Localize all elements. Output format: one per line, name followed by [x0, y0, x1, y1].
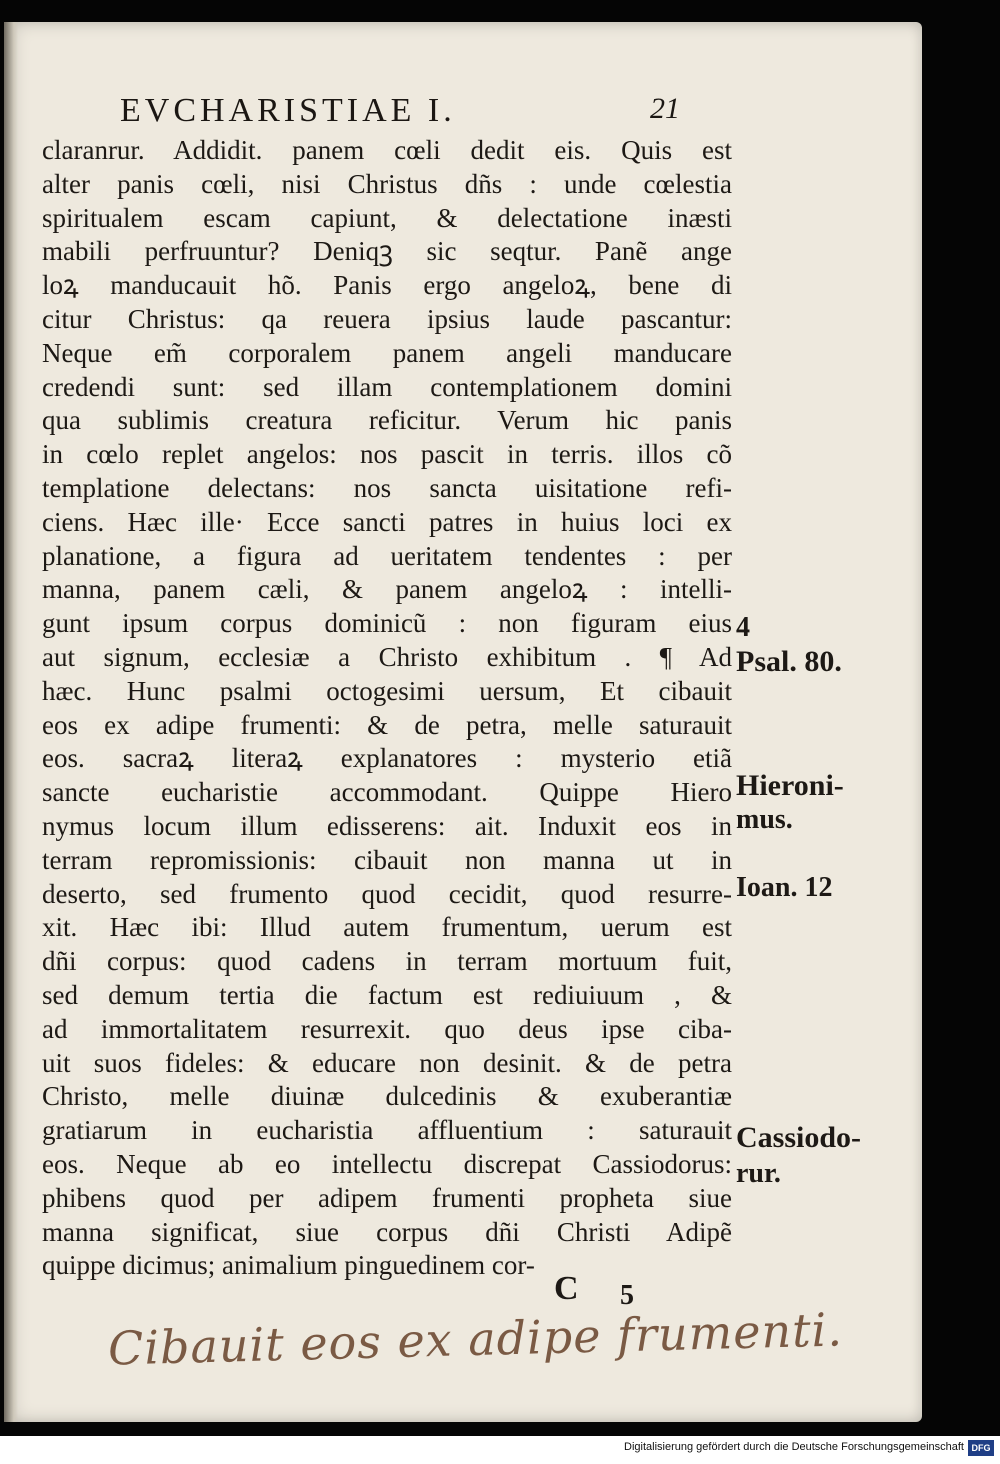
- text-line: eos. sacraꝝ literaꝝ explanatores : mysterio etiã: [42, 743, 732, 774]
- signature-mark: C: [554, 1270, 579, 1307]
- text-line: credendi sunt: sed illam contemplationem domini: [42, 371, 732, 402]
- margin-note-cassiodorus: Cassiodo-: [736, 1121, 862, 1154]
- text-line: citur Christus: qa reuera ipsius laude pascantur:: [42, 303, 732, 334]
- text-line: templatione delectans: nos sancta uisitatione refi-: [42, 472, 732, 503]
- text-line: dñi corpus: quod cadens in terram mortuum fuit,: [42, 946, 732, 977]
- body-text: [42, 134, 732, 1283]
- text-line: gratiarum in eucharistia affluentium : saturauit: [42, 1115, 732, 1146]
- text-line: mabili perfruuntur? Deniqꝫ sic seqtur. Panẽ ange: [42, 236, 732, 267]
- text-line: quippe dicimus; animalium pinguedinem cor-: [42, 1250, 535, 1281]
- text-line: sed demum tertia die factum est rediuiuum , &: [42, 979, 732, 1010]
- text-line: Christo, melle diuinæ dulcedinis & exuberantiæ: [42, 1081, 732, 1112]
- text-line: in cœlo replet angelos: nos pascit in terris. illos cõ: [42, 439, 732, 470]
- text-line: ad immortalitatem resurrexit. quo deus ipse ciba-: [42, 1013, 732, 1044]
- text-line: loꝝ manducauit hõ. Panis ergo angeloꝝ, bene di: [42, 270, 732, 301]
- margin-note-hieronimus: Hieroni-: [736, 769, 844, 802]
- folio-number: 21: [650, 92, 680, 125]
- text-line: manna, panem cæli, & panem angeloꝝ : intelli-: [42, 574, 732, 605]
- text-line: hæc. Hunc psalmi octogesimi uersum, Et cibauit: [42, 675, 732, 706]
- dfg-logo-icon: DFG: [968, 1440, 994, 1456]
- text-line: claranrur. Addidit. panem cœli dedit eis. Quis est: [42, 135, 732, 165]
- text-line: ciens. Hæc ille· Ecce sancti patres in huius loci ex: [42, 506, 732, 537]
- running-title: EVCHARISTIAE I.: [120, 92, 456, 129]
- text-line: nymus locum illum edisserens: ait. Induxit eos in: [42, 810, 732, 841]
- text-line: manna significat, siue corpus dñi Christi Adipẽ: [42, 1216, 732, 1247]
- text-line: alter panis cœli, nisi Christus dñs : unde cœlestia: [42, 168, 732, 199]
- text-line: gunt ipsum corpus dominicũ : non figuram eius: [42, 608, 732, 639]
- running-head: [120, 92, 680, 136]
- signature-number: 5: [620, 1280, 634, 1311]
- margin-note-ioan: Ioan. 12: [736, 872, 833, 903]
- text-line: eos ex adipe frumenti: & de petra, melle saturauit: [42, 709, 732, 740]
- page-gutter-shadow: [4, 22, 18, 1422]
- text-line: aut signum, ecclesiæ a Christo exhibitum . ¶ Ad: [42, 641, 732, 672]
- text-line: eos. Neque ab eo intellectu discrepat Cassiodorus:: [42, 1148, 732, 1179]
- margin-note-psalm: Psal. 80.: [736, 645, 842, 678]
- handwritten-note: Cibauit eos ex adipe frumenti.: [107, 1302, 844, 1376]
- text-line: phibens quod per adipem frumenti propheta siue: [42, 1182, 732, 1213]
- text-line: qua sublimis creatura reficitur. Verum hic panis: [42, 405, 732, 436]
- digitization-footer: [0, 1436, 1000, 1464]
- text-line: xit. Hæc ibi: Illud autem frumentum, uerum est: [42, 912, 732, 943]
- text-line: Neque em̃ corporalem panem angeli manducare: [42, 337, 732, 368]
- text-line: spiritualem escam capiunt, & delectatione inæsti: [42, 202, 732, 233]
- margin-note-mus: mus.: [736, 804, 793, 835]
- text-line: terram repromissionis: cibauit non manna ut in: [42, 844, 732, 875]
- text-line: sancte eucharistie accommodant. Quippe Hiero: [42, 777, 732, 808]
- text-line: planatione, a figura ad ueritatem tendentes : per: [42, 540, 732, 571]
- margin-note-rur: rur.: [736, 1158, 781, 1189]
- text-line: uit suos fideles: & educare non desinit. & de petra: [42, 1047, 732, 1078]
- margin-note-number: 4: [736, 612, 750, 643]
- funding-credit: Digitalisierung gefördert durch die Deutsche Forschungsgemeinschaft: [624, 1441, 964, 1453]
- text-line: deserto, sed frumento quod cecidit, quod resurre-: [42, 878, 732, 909]
